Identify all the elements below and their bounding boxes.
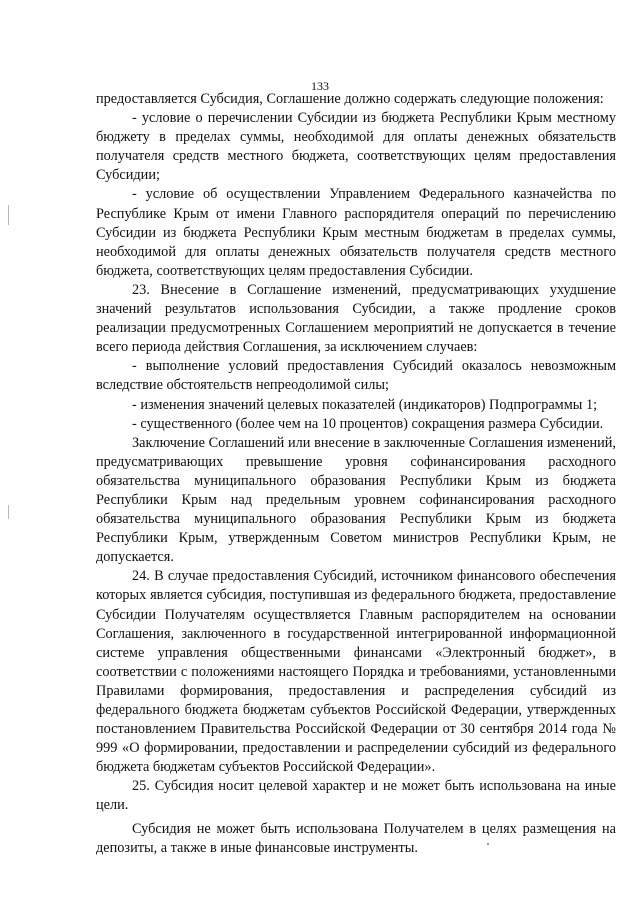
paragraph-item-25: 25. Субсидия носит целевой характер и не может быть использована на иные цели. xyxy=(96,778,616,814)
paragraph-item-24: 24. В случае предоставления Субсидий, источником финансового обеспечения которых является субсидия, поступившая из федерального бюджета, предоставление Субсидии Получателям осуществляется Главным распорядителем на основании Соглашения, заключенного в государственной интегрированной информационной системе управления общественными финансами «Электронный бюджет», в соответствии с положениями настоящего Порядка и требованиями, установленными Правилами формирования, предоставления и распределения субсидий из федерального бюджета бюджетам субъектов Российской Федерации, утвержденных постановлением Правительства Российской Федерации от 30 сентября 2014 года № 999 «О формировании, предоставлении и распределении субсидий из федерального бюджета бюджетам субъектов Российской Федерации». xyxy=(96,568,616,776)
paragraph-continuation: предоставляется Субсидия, Соглашение должно содержать следующие положения: xyxy=(96,91,604,107)
scan-margin-mark xyxy=(8,205,9,225)
page-number: 133 xyxy=(311,79,329,93)
paragraph-condition-treasury: - условие об осуществлении Управлением Федерального казначейства по Республике Крым от имени Главного распорядителя операций по перечислению Субсидии из бюджета Республики Крым местным бюджетам в пределах суммы, необходимой для оплаты денежных обязательств получателя средств местного бюджета, соответствующих целям предоставления Субсидии. xyxy=(96,186,616,279)
paragraph-exception-reduction: - существенного (более чем на 10 процентов) сокращения размера Субсидии. xyxy=(132,415,604,432)
scan-margin-mark xyxy=(8,505,9,519)
paragraph-item-23: 23. Внесение в Соглашение изменений, предусматривающих ухудшение значений результатов использования Субсидии, а также продление сроков реализации предусмотренных Соглашением мероприятий не допускается в течение всего периода действия Соглашения, за исключением случаев: xyxy=(96,281,616,356)
document-body xyxy=(96,90,616,858)
paragraph-condition-transfer: - условие о перечислении Субсидии из бюджета Республики Крым местному бюджету в пределах суммы, необходимой для оплаты денежных обязательств получателя средств местного бюджета, соответствующих целям предоставления Субсидии; xyxy=(96,110,616,184)
paragraph-deposits: Субсидия не может быть использована Получателем в целях размещения на депозиты, а также в иные финансовые инструменты. xyxy=(96,820,616,856)
paragraph-exception-indicators: - изменения значений целевых показателей (индикаторов) Подпрограммы 1; xyxy=(132,396,598,413)
paragraph-exception-force-majeure: - выполнение условий предоставления Субсидий оказалось невозможным вследствие обстоятельств непреодолимой силы; xyxy=(96,358,616,394)
paragraph-cofinancing: Заключение Соглашений или внесение в заключенные Соглашения изменений, предусматривающих превышение уровня софинансирования расходного обязательства муниципального образования Республики Крым из бюджета Республики Крым над предельным уровнем софинансирования расходного обязательства муниципального образования Республики Крым из бюджета Республики Крым, утвержденным Советом министров Республики Крым, не допускается. xyxy=(96,434,616,566)
